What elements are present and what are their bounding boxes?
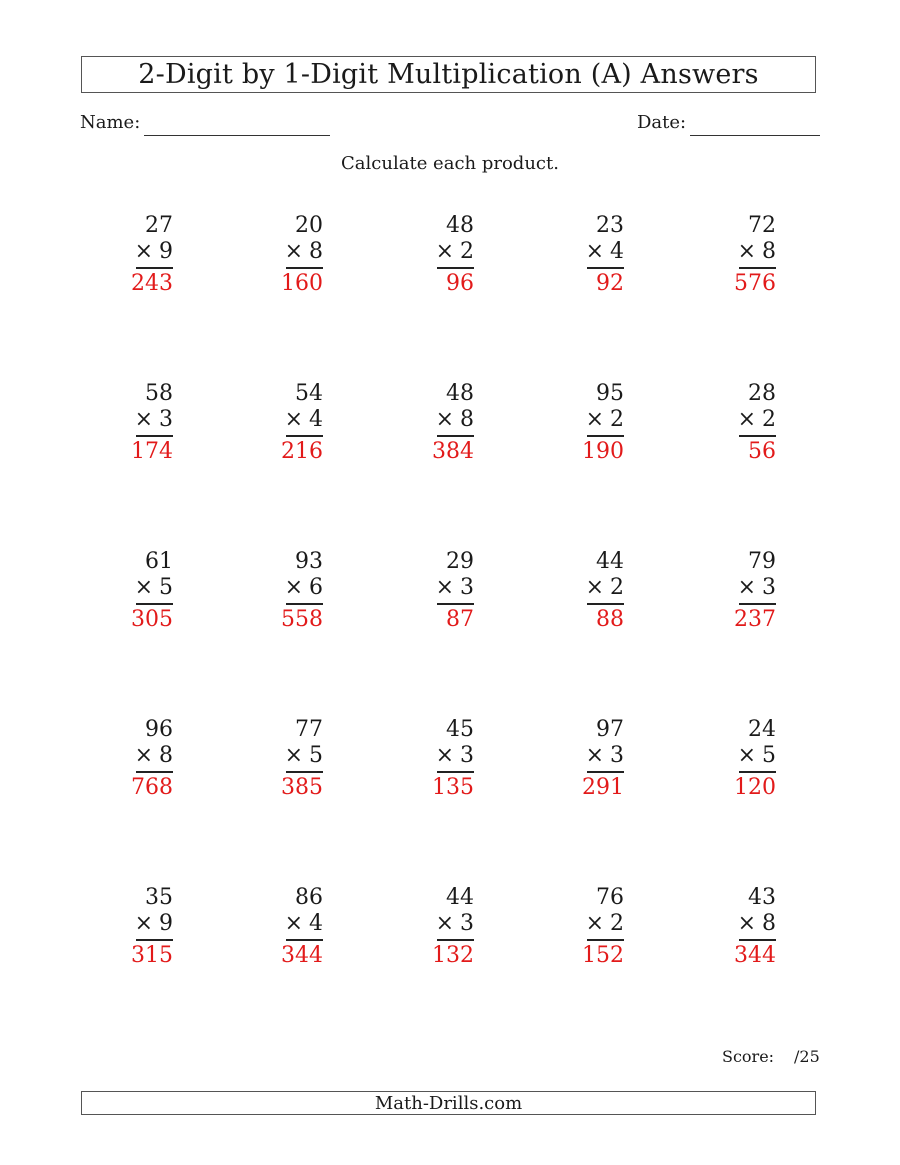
product-rule <box>437 603 474 605</box>
times-icon: × <box>435 743 454 768</box>
multiplier-row <box>285 575 323 601</box>
product-rule <box>136 939 173 941</box>
answer: 96 <box>446 271 474 296</box>
multiplier: 6 <box>309 575 323 600</box>
worksheet-title-text: 2-Digit by 1-Digit Multiplication (A) Answers <box>138 59 759 90</box>
times-icon: × <box>585 575 604 600</box>
problem <box>113 885 173 973</box>
product-rule <box>437 771 474 773</box>
multiplier-row <box>285 911 323 937</box>
multiplier-row <box>738 239 776 265</box>
times-icon: × <box>737 407 756 432</box>
times-icon: × <box>737 911 756 936</box>
multiplicand: 35 <box>145 885 173 910</box>
product-rule <box>286 603 323 605</box>
multiplier: 8 <box>762 239 776 264</box>
product-rule <box>739 771 776 773</box>
answer: 132 <box>432 943 474 968</box>
score-label: Score: <box>722 1047 775 1066</box>
multiplicand: 86 <box>295 885 323 910</box>
footer <box>81 1091 816 1115</box>
multiplier: 3 <box>762 575 776 600</box>
instructions: Calculate each product. <box>341 153 559 174</box>
multiplier-row <box>586 743 624 769</box>
problem <box>564 381 624 469</box>
multiplier: 5 <box>309 743 323 768</box>
product-rule <box>286 267 323 269</box>
product-rule <box>136 435 173 437</box>
times-icon: × <box>284 743 303 768</box>
multiplicand: 23 <box>596 213 624 238</box>
multiplier-row <box>285 239 323 265</box>
product-rule <box>437 939 474 941</box>
multiplicand: 20 <box>295 213 323 238</box>
times-icon: × <box>134 743 153 768</box>
multiplier: 8 <box>159 743 173 768</box>
multiplier-row <box>135 575 173 601</box>
multiplicand: 29 <box>446 549 474 574</box>
product-rule <box>437 435 474 437</box>
product-rule <box>587 939 624 941</box>
answer: 190 <box>582 439 624 464</box>
product-rule <box>286 939 323 941</box>
times-icon: × <box>134 239 153 264</box>
times-icon: × <box>435 239 454 264</box>
times-icon: × <box>134 407 153 432</box>
multiplicand: 48 <box>446 213 474 238</box>
problem <box>716 549 776 637</box>
multiplicand: 45 <box>446 717 474 742</box>
multiplier: 5 <box>762 743 776 768</box>
problem <box>414 549 474 637</box>
multiplier: 9 <box>159 239 173 264</box>
problem <box>113 213 173 301</box>
multiplicand: 48 <box>446 381 474 406</box>
multiplicand: 97 <box>596 717 624 742</box>
multiplier-row <box>285 407 323 433</box>
product-rule <box>136 603 173 605</box>
multiplicand: 58 <box>145 381 173 406</box>
answer: 305 <box>131 607 173 632</box>
multiplicand: 72 <box>748 213 776 238</box>
multiplier-row <box>135 239 173 265</box>
product-rule <box>136 771 173 773</box>
answer: 768 <box>131 775 173 800</box>
multiplier-row <box>586 911 624 937</box>
times-icon: × <box>134 911 153 936</box>
multiplicand: 54 <box>295 381 323 406</box>
problem <box>113 381 173 469</box>
multiplier: 3 <box>460 911 474 936</box>
multiplicand: 76 <box>596 885 624 910</box>
multiplier-row <box>738 407 776 433</box>
date-label: Date: <box>637 112 687 133</box>
answer: 344 <box>281 943 323 968</box>
multiplicand: 96 <box>145 717 173 742</box>
times-icon: × <box>585 407 604 432</box>
problem <box>263 717 323 805</box>
answer: 87 <box>446 607 474 632</box>
multiplier: 4 <box>309 911 323 936</box>
times-icon: × <box>284 239 303 264</box>
multiplicand: 44 <box>446 885 474 910</box>
multiplier: 8 <box>309 239 323 264</box>
problem <box>716 885 776 973</box>
product-rule <box>587 771 624 773</box>
problem <box>113 549 173 637</box>
problem <box>564 213 624 301</box>
answer: 576 <box>734 271 776 296</box>
problem <box>716 381 776 469</box>
answer: 384 <box>432 439 474 464</box>
multiplicand: 44 <box>596 549 624 574</box>
product-rule <box>587 267 624 269</box>
multiplicand: 77 <box>295 717 323 742</box>
multiplicand: 27 <box>145 213 173 238</box>
multiplier-row <box>285 743 323 769</box>
times-icon: × <box>284 407 303 432</box>
multiplier-row <box>738 743 776 769</box>
multiplicand: 43 <box>748 885 776 910</box>
product-rule <box>739 603 776 605</box>
answer: 344 <box>734 943 776 968</box>
problem <box>263 549 323 637</box>
name-line <box>144 135 330 136</box>
answer: 56 <box>748 439 776 464</box>
worksheet-title <box>81 56 816 93</box>
score-total: /25 <box>794 1047 820 1066</box>
multiplier-row <box>586 407 624 433</box>
product-rule <box>587 603 624 605</box>
problem <box>414 213 474 301</box>
answer: 243 <box>131 271 173 296</box>
times-icon: × <box>585 239 604 264</box>
answer: 558 <box>281 607 323 632</box>
product-rule <box>286 435 323 437</box>
multiplier-row <box>738 911 776 937</box>
times-icon: × <box>737 743 756 768</box>
multiplier-row <box>586 239 624 265</box>
multiplicand: 79 <box>748 549 776 574</box>
times-icon: × <box>435 575 454 600</box>
product-rule <box>587 435 624 437</box>
name-label: Name: <box>80 112 141 133</box>
problem <box>716 213 776 301</box>
multiplier-row <box>436 239 474 265</box>
multiplier-row <box>436 743 474 769</box>
answer: 152 <box>582 943 624 968</box>
multiplier: 4 <box>309 407 323 432</box>
times-icon: × <box>435 407 454 432</box>
multiplier: 2 <box>610 407 624 432</box>
multiplier: 2 <box>762 407 776 432</box>
multiplicand: 61 <box>145 549 173 574</box>
multiplier: 2 <box>610 911 624 936</box>
multiplicand: 24 <box>748 717 776 742</box>
times-icon: × <box>737 239 756 264</box>
multiplier: 3 <box>610 743 624 768</box>
product-rule <box>739 267 776 269</box>
answer: 160 <box>281 271 323 296</box>
footer-site: Math-Drills.com <box>374 1092 523 1114</box>
answer: 291 <box>582 775 624 800</box>
multiplier: 3 <box>159 407 173 432</box>
answer: 216 <box>281 439 323 464</box>
multiplier: 9 <box>159 911 173 936</box>
answer: 88 <box>596 607 624 632</box>
product-rule <box>437 267 474 269</box>
times-icon: × <box>284 911 303 936</box>
problem <box>414 885 474 973</box>
problem <box>263 213 323 301</box>
problem <box>564 885 624 973</box>
answer: 174 <box>131 439 173 464</box>
multiplier-row <box>135 743 173 769</box>
times-icon: × <box>284 575 303 600</box>
problem <box>716 717 776 805</box>
answer: 92 <box>596 271 624 296</box>
answer: 120 <box>734 775 776 800</box>
multiplier: 4 <box>610 239 624 264</box>
product-rule <box>739 939 776 941</box>
multiplicand: 28 <box>748 381 776 406</box>
multiplier-row <box>436 911 474 937</box>
multiplier: 2 <box>460 239 474 264</box>
multiplier: 3 <box>460 743 474 768</box>
problem <box>414 381 474 469</box>
product-rule <box>286 771 323 773</box>
date-line <box>690 135 820 136</box>
multiplier: 2 <box>610 575 624 600</box>
multiplier-row <box>135 911 173 937</box>
multiplicand: 93 <box>295 549 323 574</box>
multiplier-row <box>436 575 474 601</box>
multiplier-row <box>135 407 173 433</box>
multiplier: 3 <box>460 575 474 600</box>
problem <box>564 549 624 637</box>
multiplier: 5 <box>159 575 173 600</box>
multiplier-row <box>738 575 776 601</box>
answer: 385 <box>281 775 323 800</box>
times-icon: × <box>585 911 604 936</box>
times-icon: × <box>737 575 756 600</box>
problem <box>263 381 323 469</box>
multiplier: 8 <box>460 407 474 432</box>
multiplicand: 95 <box>596 381 624 406</box>
answer: 237 <box>734 607 776 632</box>
times-icon: × <box>585 743 604 768</box>
times-icon: × <box>134 575 153 600</box>
multiplier-row <box>436 407 474 433</box>
problem <box>113 717 173 805</box>
problem <box>263 885 323 973</box>
problem <box>564 717 624 805</box>
product-rule <box>739 435 776 437</box>
multiplier: 8 <box>762 911 776 936</box>
multiplier-row <box>586 575 624 601</box>
answer: 135 <box>432 775 474 800</box>
answer: 315 <box>131 943 173 968</box>
product-rule <box>136 267 173 269</box>
times-icon: × <box>435 911 454 936</box>
problem <box>414 717 474 805</box>
